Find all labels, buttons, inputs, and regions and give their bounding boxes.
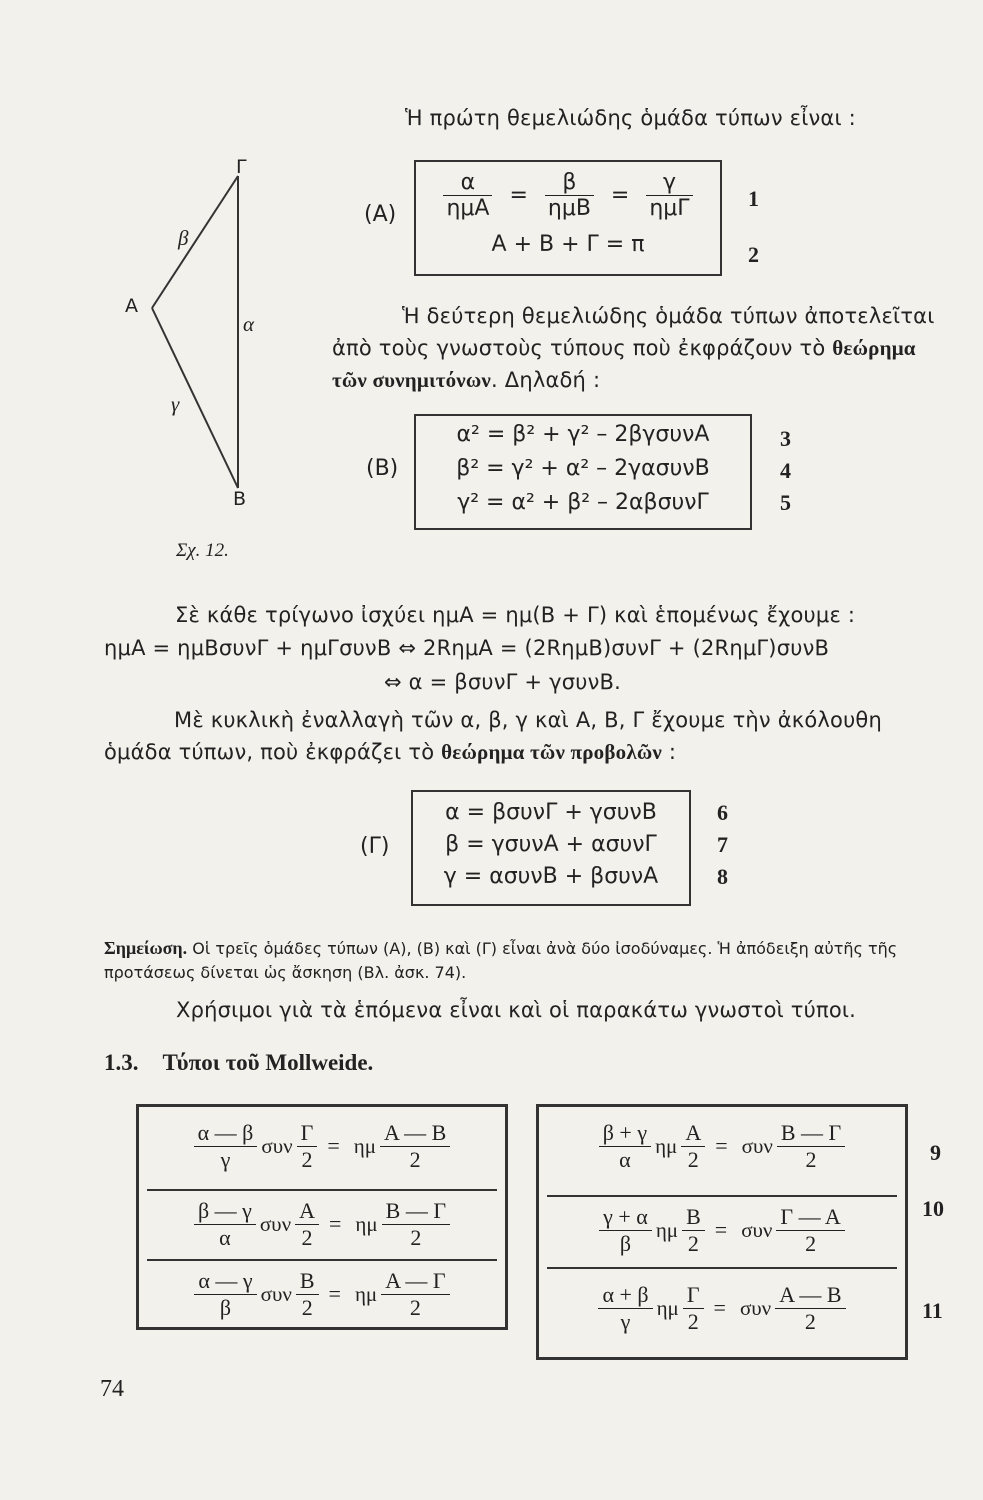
mollweide-right-row-2: $\frac{\gamma + \alpha}{\beta}$ ημ $\frac{B}{2}$ = συν $\frac{\Gamma — A}{2}$ (539, 1199, 905, 1261)
eq-number-1: 1 (748, 186, 759, 211)
intro-first-group: Ἡ πρώτη θεμελιώδης ὁμάδα τύπων εἶναι : (405, 106, 856, 130)
side-g-label: γ (171, 392, 180, 416)
cosine-law-b: β² = γ² + α² – 2γασυνΒ (456, 456, 710, 481)
group-g-box (411, 790, 691, 906)
sine-law-fraction-a: $\frac{\alpha}{\text{ημΑ}}$ (443, 170, 492, 221)
sine-law-fraction-b: $\frac{\beta}{\text{ημΒ}}$ (545, 170, 594, 221)
angle-sum-equation: Α + Β + Γ = π (491, 232, 645, 257)
group-b-label: (B) (366, 456, 399, 481)
page-number: 74 (100, 1376, 124, 1402)
eq-number-5: 5 (780, 490, 791, 515)
derivation-line-1: Σὲ κάθε τρίγωνο ἰσχύει ημΑ = ημ(Β + Γ) καὶ ἑπομένως ἔχουμε : (175, 603, 856, 627)
mollweide-right-row-1: $\frac{\beta + \gamma}{\alpha}$ ημ $\frac{A}{2}$ = συν $\frac{B — \Gamma}{2}$ (539, 1115, 905, 1177)
side-b-line (152, 176, 238, 308)
projection-intro: Μὲ κυκλικὴ ἐναλλαγὴ τῶν α, β, γ καὶ Α, Β, Γ ἔχουμε τὴν ἀκόλουθη ὁμάδα τύπων, ποὺ ἐκφράζει τὸ θεώρημα τῶν προβολῶν : (104, 708, 882, 764)
group-a-label: (A) (364, 202, 397, 227)
derivation-line-3: ⇔ α = βσυνΓ + γσυνΒ. (384, 670, 621, 694)
eq-number-4: 4 (780, 458, 791, 483)
projection-law-b: β = γσυνΑ + ασυνΓ (445, 832, 657, 857)
projection-law-g: γ = ασυνΒ + βσυνΑ (443, 864, 659, 889)
eq-number-10: 10 (922, 1196, 944, 1221)
derivation-line-2: ημΑ = ημΒσυνΓ + ημΓσυνΒ ⇔ 2RημΑ = (2RημΒ)συνΓ + (2RημΓ)συνΒ (104, 636, 830, 660)
side-a-label: α (243, 312, 255, 336)
group-b-box (414, 414, 752, 530)
vertex-b-label: B (233, 488, 247, 510)
eq-number-7: 7 (717, 832, 728, 857)
mollweide-right-row-3: $\frac{\alpha + \beta}{\gamma}$ ημ $\frac{\Gamma}{2}$ = συν $\frac{A — B}{2}$ (539, 1277, 905, 1339)
mollweide-right-box (536, 1104, 908, 1360)
projection-law-a: α = βσυνΓ + γσυνΒ (445, 800, 657, 825)
mollweide-left-row-2: $\frac{\beta — \gamma}{\alpha}$ συν $\frac{A}{2}$ = ημ $\frac{B — \Gamma}{2}$ (139, 1193, 505, 1255)
mollweide-left-row-3: $\frac{\alpha — \gamma}{\beta}$ συν $\frac{B}{2}$ = ημ $\frac{A — \Gamma}{2}$ (139, 1263, 505, 1325)
eq-number-6: 6 (717, 800, 728, 825)
cosine-law-g: γ² = α² + β² – 2αβσυνΓ (457, 490, 709, 515)
vertex-g-label: Γ (236, 156, 247, 178)
note: Σημείωση. Οἱ τρεῖς ὁμάδες τύπων (A), (B) καὶ (Γ) εἶναι ἀνὰ δύο ἰσοδύναμες. Ἡ ἀπόδειξη αὐτῆς τῆς προτάσεως δίνεται ὡς ἄσκηση (Βλ. ἀσκ. 74). (104, 938, 898, 982)
vertex-a-label: A (125, 295, 138, 317)
sine-law-equation: $\frac{\alpha}{\text{ημΑ}}$ = $\frac{\beta}{\text{ημΒ}}$ = $\frac{\gamma}{\text{ημΓ}}$ (416, 170, 720, 221)
eq-number-2: 2 (748, 242, 759, 267)
eq-number-11: 11 (922, 1298, 943, 1323)
eq-number-9: 9 (930, 1140, 941, 1165)
mollweide-left-box (136, 1104, 508, 1330)
useful-formulas-text: Χρήσιμοι γιὰ τὰ ἑπόμενα εἶναι καὶ οἱ παρακάτω γνωστοὶ τύποι. (176, 998, 857, 1022)
group-a-box (414, 160, 722, 276)
intro-second-group: Ἡ δεύτερη θεμελιώδης ὁμάδα τύπων ἀποτελεῖται ἀπὸ τοὺς γνωστοὺς τύπους ποὺ ἐκφράζουν τὸ θεώρημα τῶν συνημιτόνων. Δηλαδή : (332, 304, 935, 392)
eq-number-8: 8 (717, 864, 728, 889)
triangle-figure (110, 150, 280, 520)
sine-law-fraction-g: $\frac{\gamma}{\text{ημΓ}}$ (646, 170, 692, 221)
figure-caption: Σχ. 12. (176, 540, 229, 561)
eq-number-3: 3 (780, 426, 791, 451)
section-heading: 1.3. Τύποι τοῦ Mollweide. (104, 1050, 374, 1075)
side-b-label: β (178, 226, 189, 250)
cosine-law-a: α² = β² + γ² – 2βγσυνΑ (456, 422, 710, 447)
mollweide-left-row-1: $\frac{\alpha — \beta}{\gamma}$ συν $\frac{\Gamma}{2}$ = ημ $\frac{A — B}{2}$ (139, 1115, 505, 1177)
group-g-label: (Γ) (360, 834, 390, 859)
side-g-line (152, 308, 238, 488)
